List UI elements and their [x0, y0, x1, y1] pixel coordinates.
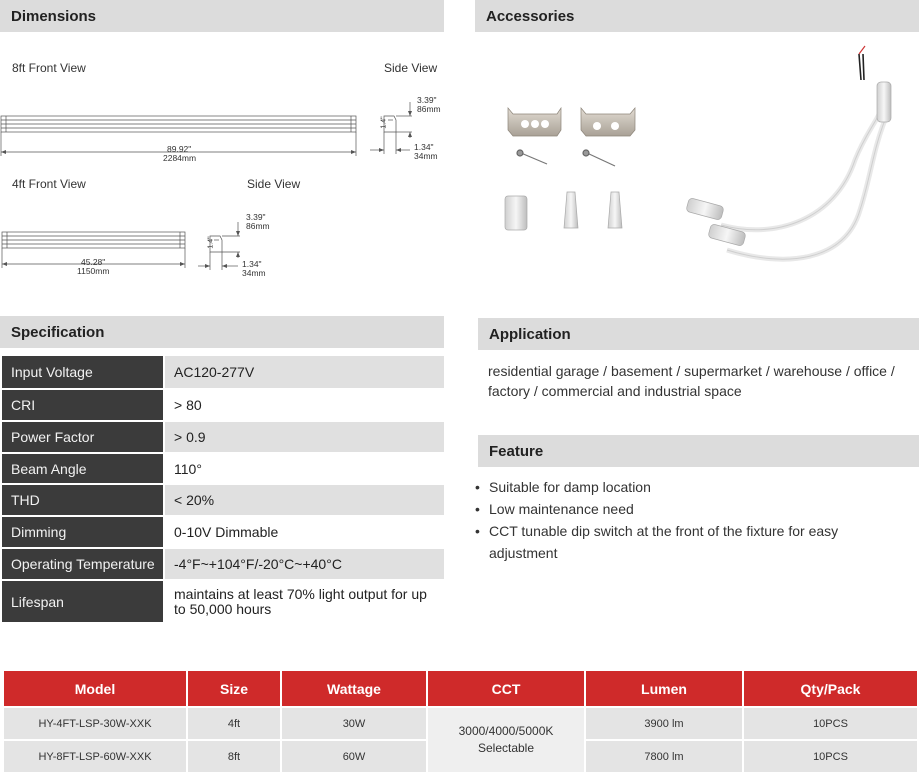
front-view-8ft-label: 8ft Front View: [12, 61, 86, 75]
spec-value: 0-10V Dimmable: [164, 516, 444, 548]
col-header-cct: CCT: [427, 670, 585, 707]
length-8ft-inch: 89.92": [167, 144, 192, 154]
side-small-4ft-inch: 1.4": [207, 236, 215, 249]
qty-cell: 10PCS: [743, 740, 918, 773]
cct-cell: [427, 707, 585, 773]
model-cell: HY-8FT-LSP-60W-XXK: [3, 740, 187, 773]
col-header-model: Model: [3, 670, 187, 707]
mounting-clip-icon: [508, 108, 561, 136]
spec-row: [2, 516, 444, 548]
length-4ft-inch: 45.28": [81, 257, 106, 267]
spec-row: [2, 484, 444, 516]
model-table: [2, 669, 919, 774]
qty-cell: 10PCS: [743, 707, 918, 740]
length-4ft-mm: 1150mm: [77, 266, 110, 276]
model-table-header: [3, 670, 918, 707]
cct-line1: 3000/4000/5000K: [458, 724, 554, 738]
col-header-wattage: Wattage: [281, 670, 427, 707]
spec-value: maintains at least 70% light output for up to 50,000 hours: [164, 580, 444, 623]
table-row: [3, 707, 918, 740]
end-cap-icon: [505, 196, 527, 230]
cct-line2: Selectable: [477, 741, 535, 755]
col-header-size: Size: [187, 670, 281, 707]
application-text: residential garage / basement / supermarket / warehouse / office / factory / commercial and industrial space: [488, 363, 895, 399]
spec-label: Beam Angle: [2, 453, 164, 484]
side-height-8ft-mm: 86mm: [417, 104, 441, 114]
lumen-cell: 7800 lm: [585, 740, 743, 773]
spec-row: [2, 453, 444, 484]
specification-title: Specification: [11, 323, 105, 341]
wattage-cell: 60W: [281, 740, 427, 773]
side-width-4ft-inch: 1.34": [242, 259, 262, 269]
feature-item: Suitable for damp location: [489, 479, 651, 495]
spec-value: > 80: [164, 389, 444, 421]
spec-label: THD: [2, 484, 164, 516]
col-header-qty: Qty/Pack: [743, 670, 918, 707]
side-width-8ft-mm: 34mm: [414, 151, 438, 161]
side-view-8ft-label: Side View: [384, 61, 438, 75]
specification-table: [2, 356, 444, 624]
spec-label: CRI: [2, 389, 164, 421]
side-height-4ft-mm: 86mm: [246, 221, 270, 231]
size-cell: 8ft: [187, 740, 281, 773]
feature-title: Feature: [489, 442, 544, 460]
connector-icon: [877, 82, 891, 122]
feature-item: Low maintenance need: [489, 501, 634, 517]
spec-row: [2, 580, 444, 623]
spec-row: [2, 389, 444, 421]
anchor-icon: [564, 192, 578, 228]
spec-row: [2, 548, 444, 580]
linking-cable-icon: [721, 46, 885, 259]
dimensions-title: Dimensions: [11, 7, 97, 25]
spec-label: Operating Temperature: [2, 548, 164, 580]
side-width-4ft-mm: 34mm: [242, 268, 266, 278]
model-cell: HY-4FT-LSP-30W-XXK: [3, 707, 187, 740]
specification-header: [0, 316, 444, 348]
dimensions-header: [0, 0, 444, 32]
side-width-8ft-inch: 1.34": [414, 142, 434, 152]
accessories-image: [475, 40, 919, 280]
application-header: [478, 318, 919, 350]
spec-label: Power Factor: [2, 421, 164, 453]
side-small-8ft-inch: 1.4": [380, 116, 388, 129]
spec-label: Lifespan: [2, 580, 164, 623]
front-view-4ft-label: 4ft Front View: [12, 177, 86, 191]
spec-label: Input Voltage: [2, 356, 164, 389]
lumen-cell: 3900 lm: [585, 707, 743, 740]
application-title: Application: [489, 325, 571, 343]
col-header-lumen: Lumen: [585, 670, 743, 707]
feature-bullet-icon: •: [475, 479, 480, 495]
screw-icon: [583, 150, 615, 166]
spec-value: < 20%: [164, 484, 444, 516]
length-8ft-mm: 2284mm: [163, 153, 197, 163]
feature-bullet-icon: •: [475, 523, 480, 539]
accessories-header: [475, 0, 919, 32]
connector-icon: [686, 198, 724, 221]
spec-value: > 0.9: [164, 421, 444, 453]
side-height-8ft-inch: 3.39": [417, 95, 437, 105]
size-cell: 4ft: [187, 707, 281, 740]
side-height-4ft-inch: 3.39": [246, 212, 266, 222]
feature-item: CCT tunable dip switch at the front of the fixture for easy adjustment: [489, 523, 839, 561]
spec-row: [2, 421, 444, 453]
accessories-title: Accessories: [486, 7, 575, 25]
spec-value: -4°F~+104°F/-20°C~+40°C: [164, 548, 444, 580]
anchor-icon: [608, 192, 622, 228]
mounting-clip-icon: [581, 108, 635, 136]
spec-label: Dimming: [2, 516, 164, 548]
screw-icon: [517, 150, 547, 164]
spec-value: AC120-277V: [164, 356, 444, 389]
side-view-4ft-label: Side View: [247, 177, 301, 191]
wattage-cell: 30W: [281, 707, 427, 740]
feature-header: [478, 435, 919, 467]
feature-bullet-icon: •: [475, 501, 480, 517]
spec-value: 110°: [164, 453, 444, 484]
spec-row: [2, 356, 444, 389]
